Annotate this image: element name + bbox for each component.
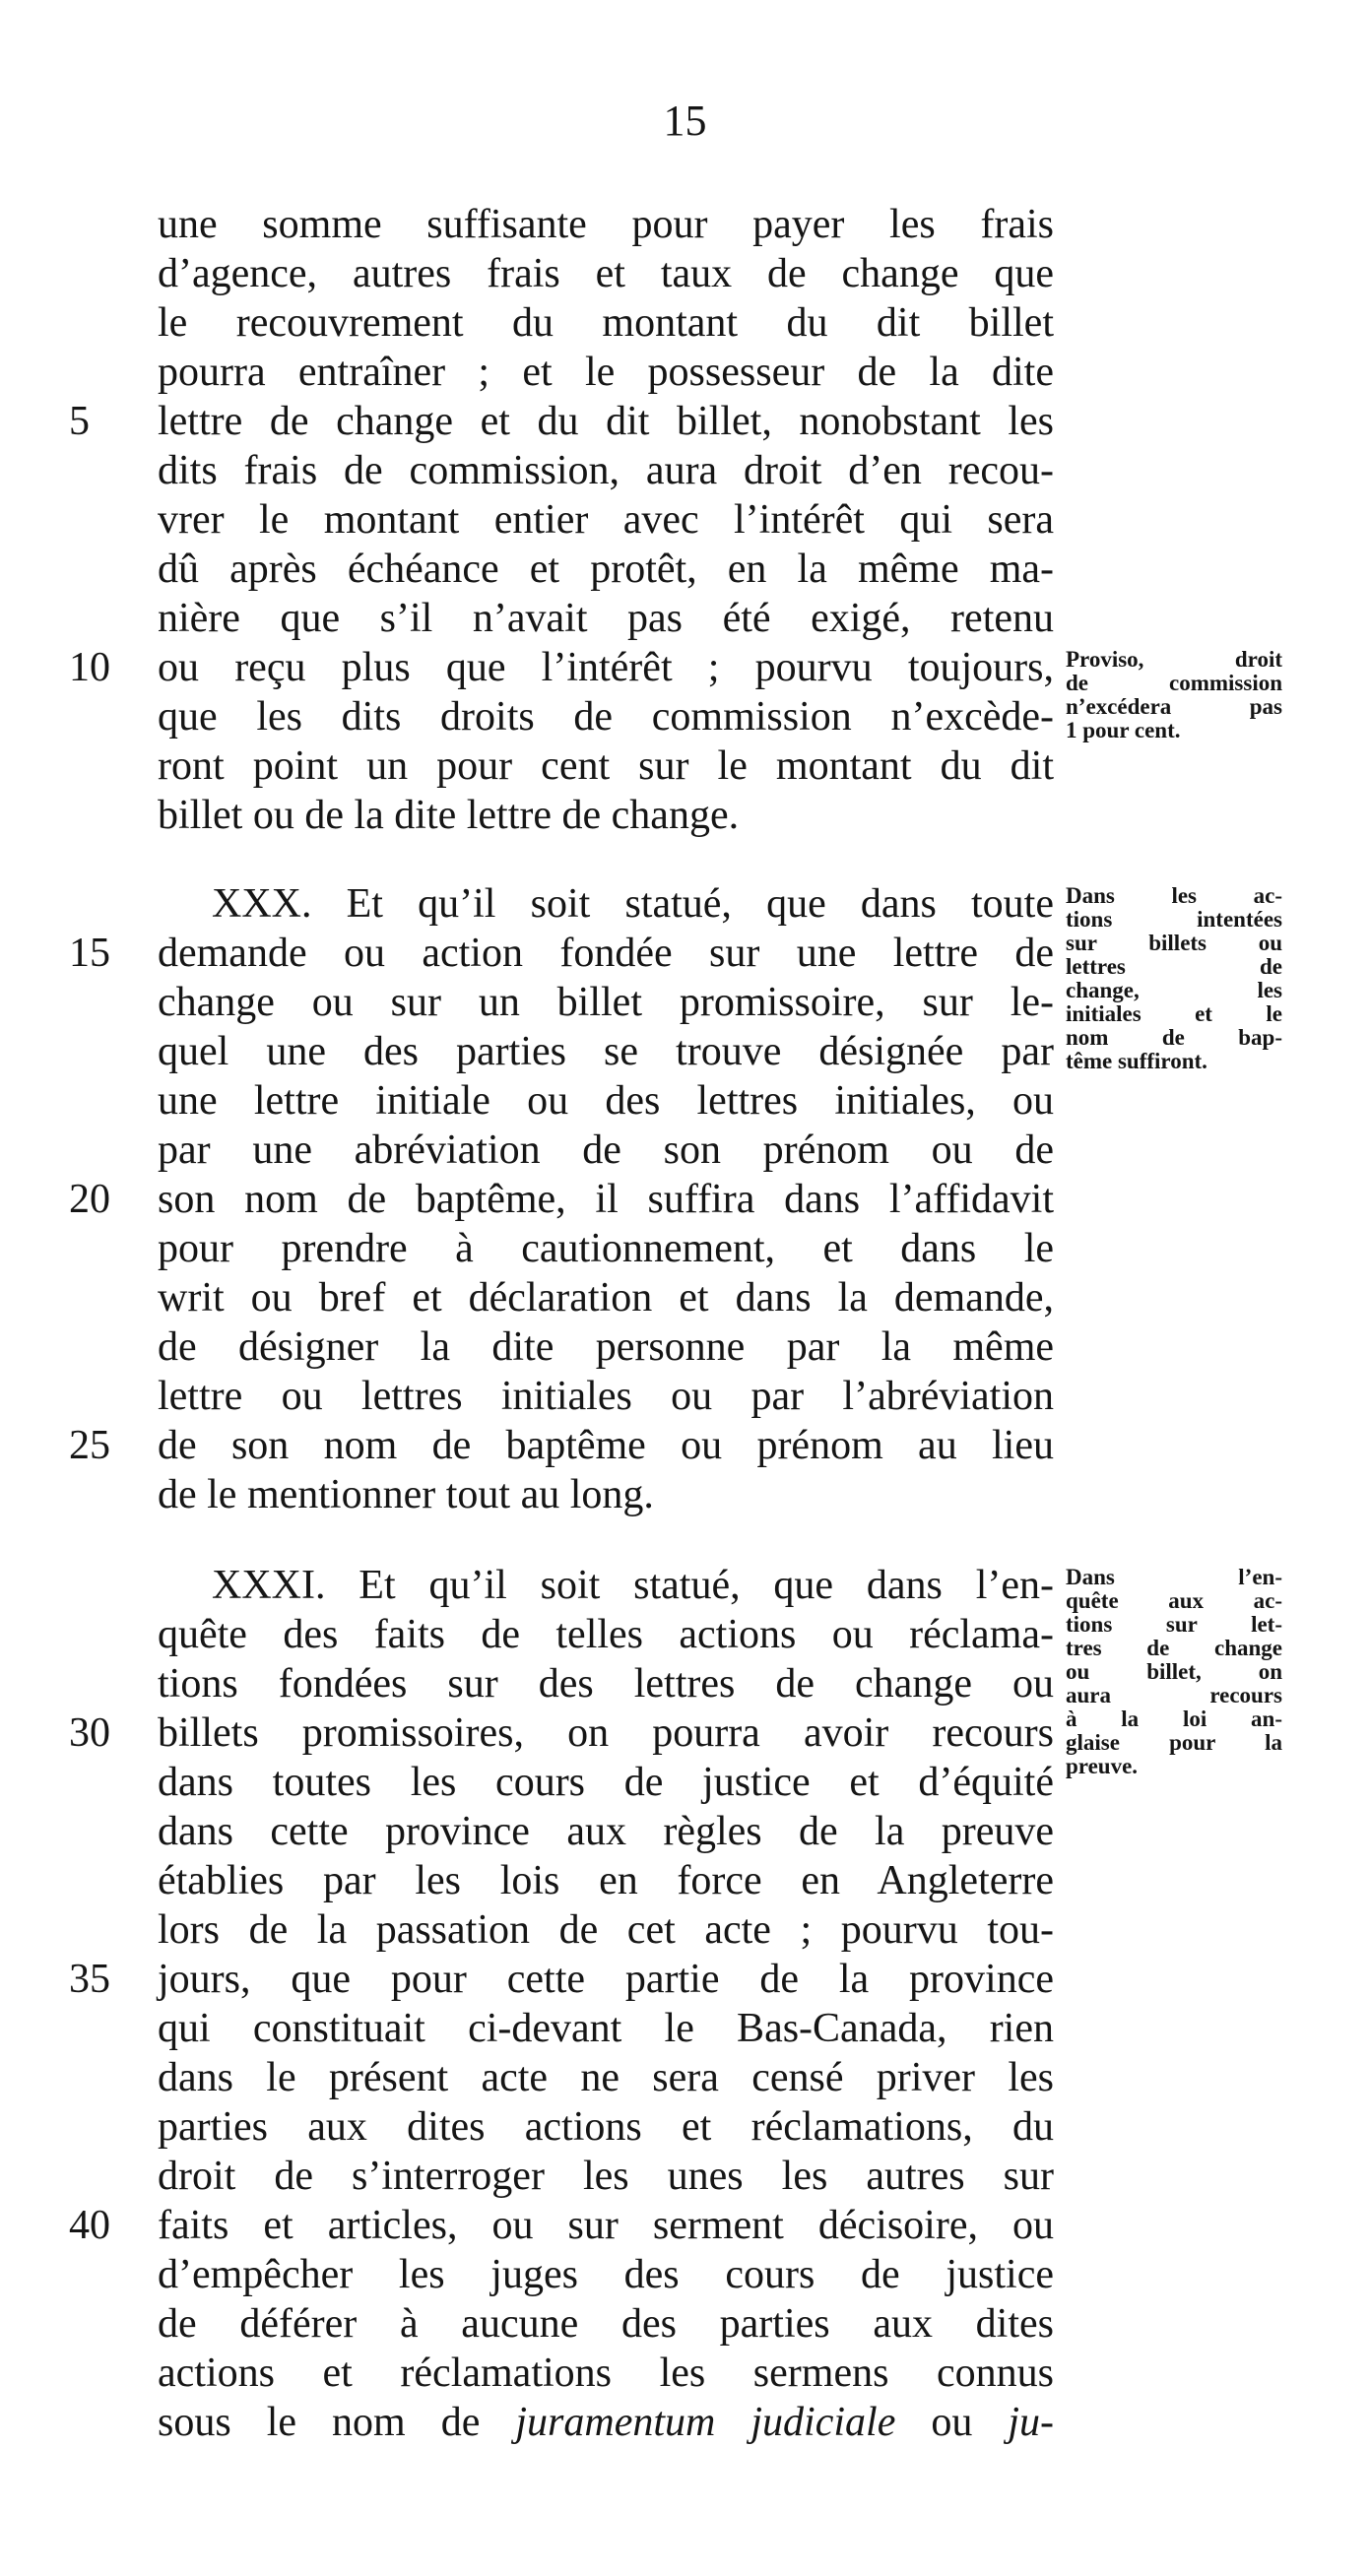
line-text: de déférer à aucune des parties aux dites bbox=[158, 2301, 1054, 2347]
line-text: writ ou bref et déclaration et dans la demande, bbox=[158, 1275, 1054, 1320]
line-text: lettre ou lettres initiales ou par l’abréviation bbox=[158, 1374, 1054, 1419]
note-line: ou billet, on bbox=[1066, 1659, 1282, 1684]
line-text: droit de s’interroger les unes les autres sur bbox=[158, 2154, 1054, 2199]
line-text: de son nom de baptême ou prénom au lieu bbox=[158, 1423, 1054, 1468]
text-line bbox=[69, 929, 1054, 978]
text-line bbox=[158, 791, 1054, 840]
line-text: quel une des parties se trouve désignée par bbox=[158, 1029, 1054, 1074]
text-line bbox=[158, 2102, 1054, 2152]
text-line bbox=[158, 2398, 1054, 2447]
text-line bbox=[158, 741, 1054, 791]
line-text: ront point un pour cent sur le montant du dit bbox=[158, 743, 1054, 789]
line-number: 40 bbox=[69, 2203, 110, 2248]
note-line: tême suffiront. bbox=[1066, 1049, 1207, 1073]
line-text: pour prendre à cautionnement, et dans le bbox=[158, 1226, 1054, 1271]
note-line: sur billets ou bbox=[1066, 931, 1282, 955]
text-line bbox=[158, 594, 1054, 643]
text-line bbox=[158, 2004, 1054, 2053]
line-text: quête des faits de telles actions ou réclama- bbox=[158, 1612, 1054, 1657]
text-line bbox=[158, 2349, 1054, 2398]
text-line bbox=[158, 1027, 1054, 1076]
line-text: une lettre initiale ou des lettres initiales, ou bbox=[158, 1078, 1054, 1124]
text-line bbox=[158, 1470, 1054, 1519]
text-line bbox=[69, 2201, 1054, 2250]
note-line: tres de change bbox=[1066, 1636, 1282, 1660]
note-line: tions sur let- bbox=[1066, 1612, 1282, 1637]
marginal-note-preuve bbox=[1066, 1566, 1282, 1778]
text-line bbox=[158, 200, 1054, 249]
line-text: XXXI. Et qu’il soit statué, que dans l’en- bbox=[212, 1563, 1054, 1608]
line-text: change ou sur un billet promissoire, sur le- bbox=[158, 980, 1054, 1025]
text-line bbox=[158, 1659, 1054, 1708]
text-line bbox=[69, 1421, 1054, 1470]
line-text: lettre de change et du dit billet, nonobstant les bbox=[158, 399, 1054, 444]
note-line: Proviso, droit bbox=[1066, 647, 1282, 672]
line-text: vrer le montant entier avec l’intérêt qui sera bbox=[158, 497, 1054, 543]
line-text-roman: sous le nom de bbox=[158, 2400, 481, 2445]
note-line: quête aux ac- bbox=[1066, 1588, 1282, 1613]
text-line bbox=[158, 1273, 1054, 1322]
note-line: aura recours bbox=[1066, 1683, 1282, 1707]
text-line bbox=[158, 1807, 1054, 1856]
text-line bbox=[158, 446, 1054, 495]
marginal-note-initiales bbox=[1066, 884, 1282, 1073]
line-number: 25 bbox=[69, 1423, 110, 1468]
line-text: demande ou action fondée sur une lettre de bbox=[158, 931, 1054, 976]
note-line: nom de bap- bbox=[1066, 1025, 1282, 1050]
note-line: tions intentées bbox=[1066, 907, 1282, 932]
line-text: lors de la passation de cet acte ; pourvu tou- bbox=[158, 1907, 1054, 1953]
text-line bbox=[69, 643, 1054, 692]
text-line bbox=[158, 2152, 1054, 2201]
text-line bbox=[158, 1561, 1054, 1610]
note-line: Dans les ac- bbox=[1066, 883, 1282, 908]
text-line bbox=[158, 298, 1054, 348]
line-text: jours, que pour cette partie de la province bbox=[158, 1957, 1054, 2002]
text-line bbox=[158, 1758, 1054, 1807]
note-line: initiales et le bbox=[1066, 1001, 1282, 1026]
line-text: XXX. Et qu’il soit statué, que dans toute bbox=[212, 881, 1054, 927]
line-text: faits et articles, ou sur serment décisoire, ou bbox=[158, 2203, 1054, 2248]
note-line: preuve. bbox=[1066, 1754, 1139, 1778]
line-number: 35 bbox=[69, 1957, 110, 2002]
line-number: 20 bbox=[69, 1177, 110, 1222]
line-text: ou reçu plus que l’intérêt ; pourvu toujours, bbox=[158, 645, 1054, 690]
line-text: dans cette province aux règles de la preuve bbox=[158, 1809, 1054, 1854]
line-text: dans toutes les cours de justice et d’équité bbox=[158, 1760, 1054, 1805]
line-text: billets promissoires, on pourra avoir recours bbox=[158, 1710, 1054, 1756]
page-number: 15 bbox=[663, 97, 707, 145]
note-line: glaise pour la bbox=[1066, 1730, 1282, 1755]
line-text: dits frais de commission, aura droit d’en recou- bbox=[158, 448, 1054, 493]
text-line bbox=[158, 1372, 1054, 1421]
text-line bbox=[158, 1905, 1054, 1955]
line-text: de désigner la dite personne par la même bbox=[158, 1324, 1054, 1370]
line-text: actions et réclamations les sermens connus bbox=[158, 2351, 1054, 2396]
line-text: nière que s’il n’avait pas été exigé, retenu bbox=[158, 596, 1054, 641]
line-number: 5 bbox=[69, 399, 90, 444]
line-number: 15 bbox=[69, 931, 110, 976]
line-text: une somme suffisante pour payer les frais bbox=[158, 202, 1054, 247]
text-line bbox=[158, 1856, 1054, 1905]
section-xxxi bbox=[69, 1561, 1055, 2447]
note-line: lettres de bbox=[1066, 954, 1282, 979]
text-line bbox=[158, 1322, 1054, 1372]
text-line bbox=[69, 1955, 1054, 2004]
line-text: que les dits droits de commission n’excède- bbox=[158, 694, 1054, 740]
line-text: billet ou de la dite lettre de change. bbox=[158, 793, 740, 838]
text-line bbox=[158, 978, 1054, 1027]
text-line bbox=[69, 1175, 1054, 1224]
line-number: 10 bbox=[69, 645, 110, 690]
note-line: 1 pour cent. bbox=[1066, 718, 1181, 742]
text-line bbox=[158, 2299, 1054, 2349]
line-number: 30 bbox=[69, 1710, 110, 1756]
note-line: n’excédera pas bbox=[1066, 694, 1282, 719]
text-line bbox=[158, 879, 1054, 929]
note-line: change, les bbox=[1066, 978, 1282, 1002]
section-xxx bbox=[69, 879, 1054, 1519]
line-text: tions fondées sur des lettres de change ou bbox=[158, 1661, 1054, 1707]
text-line bbox=[69, 1708, 1054, 1758]
line-text: dans le présent acte ne sera censé priver les bbox=[158, 2055, 1054, 2100]
text-line bbox=[158, 1610, 1054, 1659]
note-line: à la loi an- bbox=[1066, 1707, 1282, 1731]
line-text: parties aux dites actions et réclamations, du bbox=[158, 2104, 1054, 2150]
note-line: de commission bbox=[1066, 671, 1282, 695]
marginal-note-proviso bbox=[1066, 648, 1282, 742]
line-text: pourra entraîner ; et le possesseur de la dite bbox=[158, 350, 1054, 395]
line-text: de le mentionner tout au long. bbox=[158, 1472, 654, 1517]
text-line bbox=[158, 2250, 1054, 2299]
line-text: d’agence, autres frais et taux de change que bbox=[158, 251, 1054, 296]
line-text: établies par les lois en force en Angleterre bbox=[158, 1858, 1054, 1903]
note-line: Dans l’en- bbox=[1066, 1565, 1282, 1589]
text-line bbox=[158, 1076, 1054, 1126]
line-text: qui constituait ci-devant le Bas-Canada, rien bbox=[158, 2006, 1054, 2051]
text-line bbox=[158, 348, 1054, 397]
line-text: d’empêcher les juges des cours de justice bbox=[158, 2252, 1054, 2297]
line-text: par une abréviation de son prénom ou de bbox=[158, 1127, 1054, 1173]
text-line bbox=[158, 1224, 1054, 1273]
text-line bbox=[158, 545, 1054, 594]
text-line bbox=[69, 397, 1054, 446]
text-line bbox=[158, 495, 1054, 545]
text-line bbox=[158, 2053, 1054, 2102]
line-text bbox=[158, 2400, 1054, 2445]
line-text: le recouvrement du montant du dit billet bbox=[158, 300, 1054, 346]
line-text: son nom de baptême, il suffira dans l’affidavit bbox=[158, 1177, 1054, 1222]
line-text-roman-after: ou bbox=[931, 2400, 973, 2445]
text-line bbox=[158, 249, 1054, 298]
line-text-italic: juramentum judiciale bbox=[515, 2400, 896, 2445]
text-line bbox=[158, 1126, 1054, 1175]
line-text: dû après échéance et protêt, en la même ma- bbox=[158, 547, 1054, 592]
text-line bbox=[158, 692, 1054, 741]
line-text-italic-end: ju- bbox=[1008, 2400, 1055, 2445]
paragraph-continuation bbox=[69, 200, 1054, 840]
